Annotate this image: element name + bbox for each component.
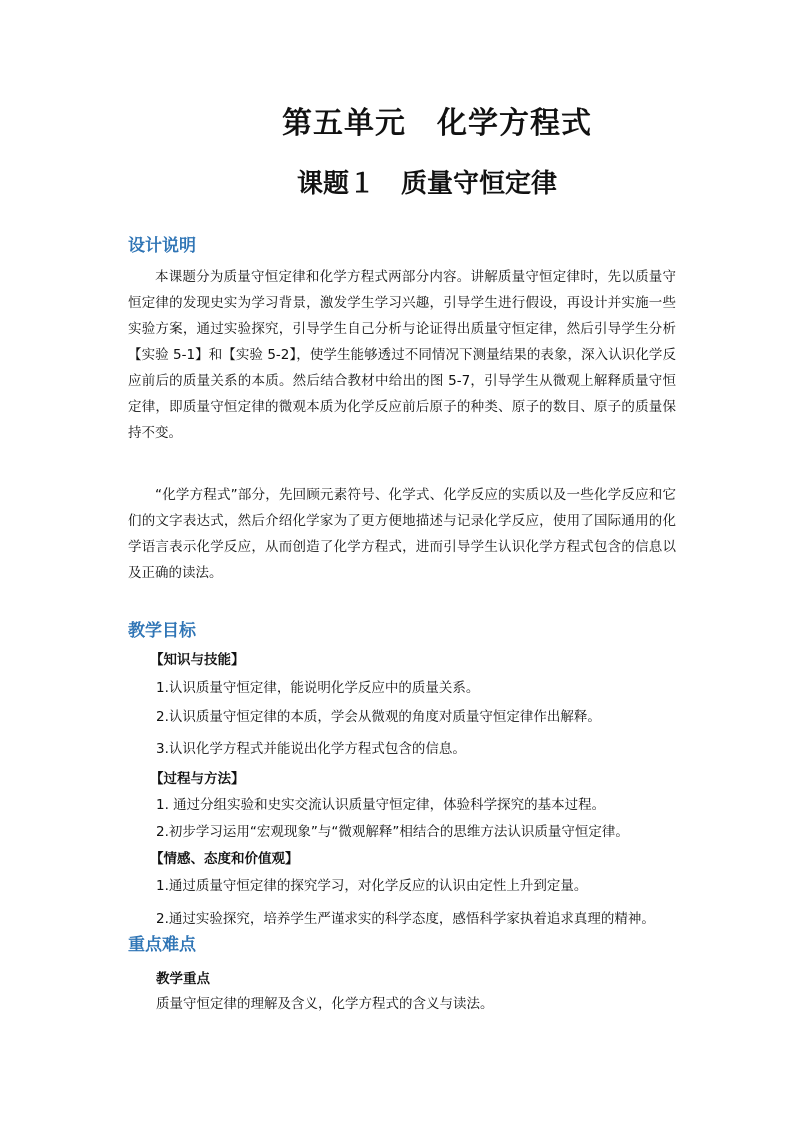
- goals-process-heading: 【过程与方法】: [150, 771, 245, 787]
- goals-emotion-heading: 【情感、态度和价值观】: [150, 851, 299, 867]
- process-item-1: 1. 通过分组实验和史实交流认识质量守恒定律，体验科学探究的基本过程。: [156, 797, 606, 813]
- section-heading-goals: 教学目标: [128, 621, 196, 641]
- knowledge-item-2: 2.认识质量守恒定律的本质，学会从微观的角度对质量守恒定律作出解释。: [156, 709, 601, 725]
- goals-knowledge-heading: 【知识与技能】: [150, 652, 245, 668]
- key-points-sub-heading: 教学重点: [156, 971, 210, 987]
- unit-title: 第五单元 化学方程式: [282, 106, 592, 141]
- knowledge-item-3: 3.认识化学方程式并能说出化学方程式包含的信息。: [156, 741, 466, 757]
- key-points-text: 质量守恒定律的理解及含义，化学方程式的含义与读法。: [156, 996, 494, 1012]
- design-paragraph-2: “化学方程式”部分，先回顾元素符号、化学式、化学反应的实质以及一些化学反应和它们的文字表达式，然后介绍化学家为了更方便地描述与记录化学反应，使用了国际通用的化学语言表示化学反应，从而创造了化学方程式，进而引导学生认识化学方程式包含的信息以及正确的读法。: [128, 487, 676, 581]
- section-heading-design: 设计说明: [128, 236, 196, 256]
- knowledge-item-1: 1.认识质量守恒定律，能说明化学反应中的质量关系。: [156, 680, 480, 696]
- section-heading-key-points: 重点难点: [128, 935, 196, 955]
- lesson-title: 课题１ 质量守恒定律: [296, 169, 557, 199]
- process-item-2: 2.初步学习运用“宏观现象”与“微观解释”相结合的思维方法认识质量守恒定律。: [156, 824, 629, 840]
- emotion-item-2: 2.通过实验探究，培养学生严谨求实的科学态度，感悟科学家执着追求真理的精神。: [156, 911, 655, 927]
- design-paragraph-1: 本课题分为质量守恒定律和化学方程式两部分内容。讲解质量守恒定律时，先以质量守恒定律的发现史实为学习背景，激发学生学习兴趣，引导学生进行假设，再设计并实施一些实验方案，通过实验探究，引导学生自己分析与论证得出质量守恒定律，然后引导学生分析【实验 5-1】和【实验 5-2】，使学生能够透过不同情况下测量结果的表象，深入认识化学反应前后的质量关系的本质。然后结合教材中给出的图 5-7，引导学生从微观上解释质量守恒定律，即质量守恒定律的微观本质为化学反应前后原子的种类、原子的数目、原子的质量保持不变。: [128, 269, 676, 441]
- emotion-item-1: 1.通过质量守恒定律的探究学习，对化学反应的认识由定性上升到定量。: [156, 878, 588, 894]
